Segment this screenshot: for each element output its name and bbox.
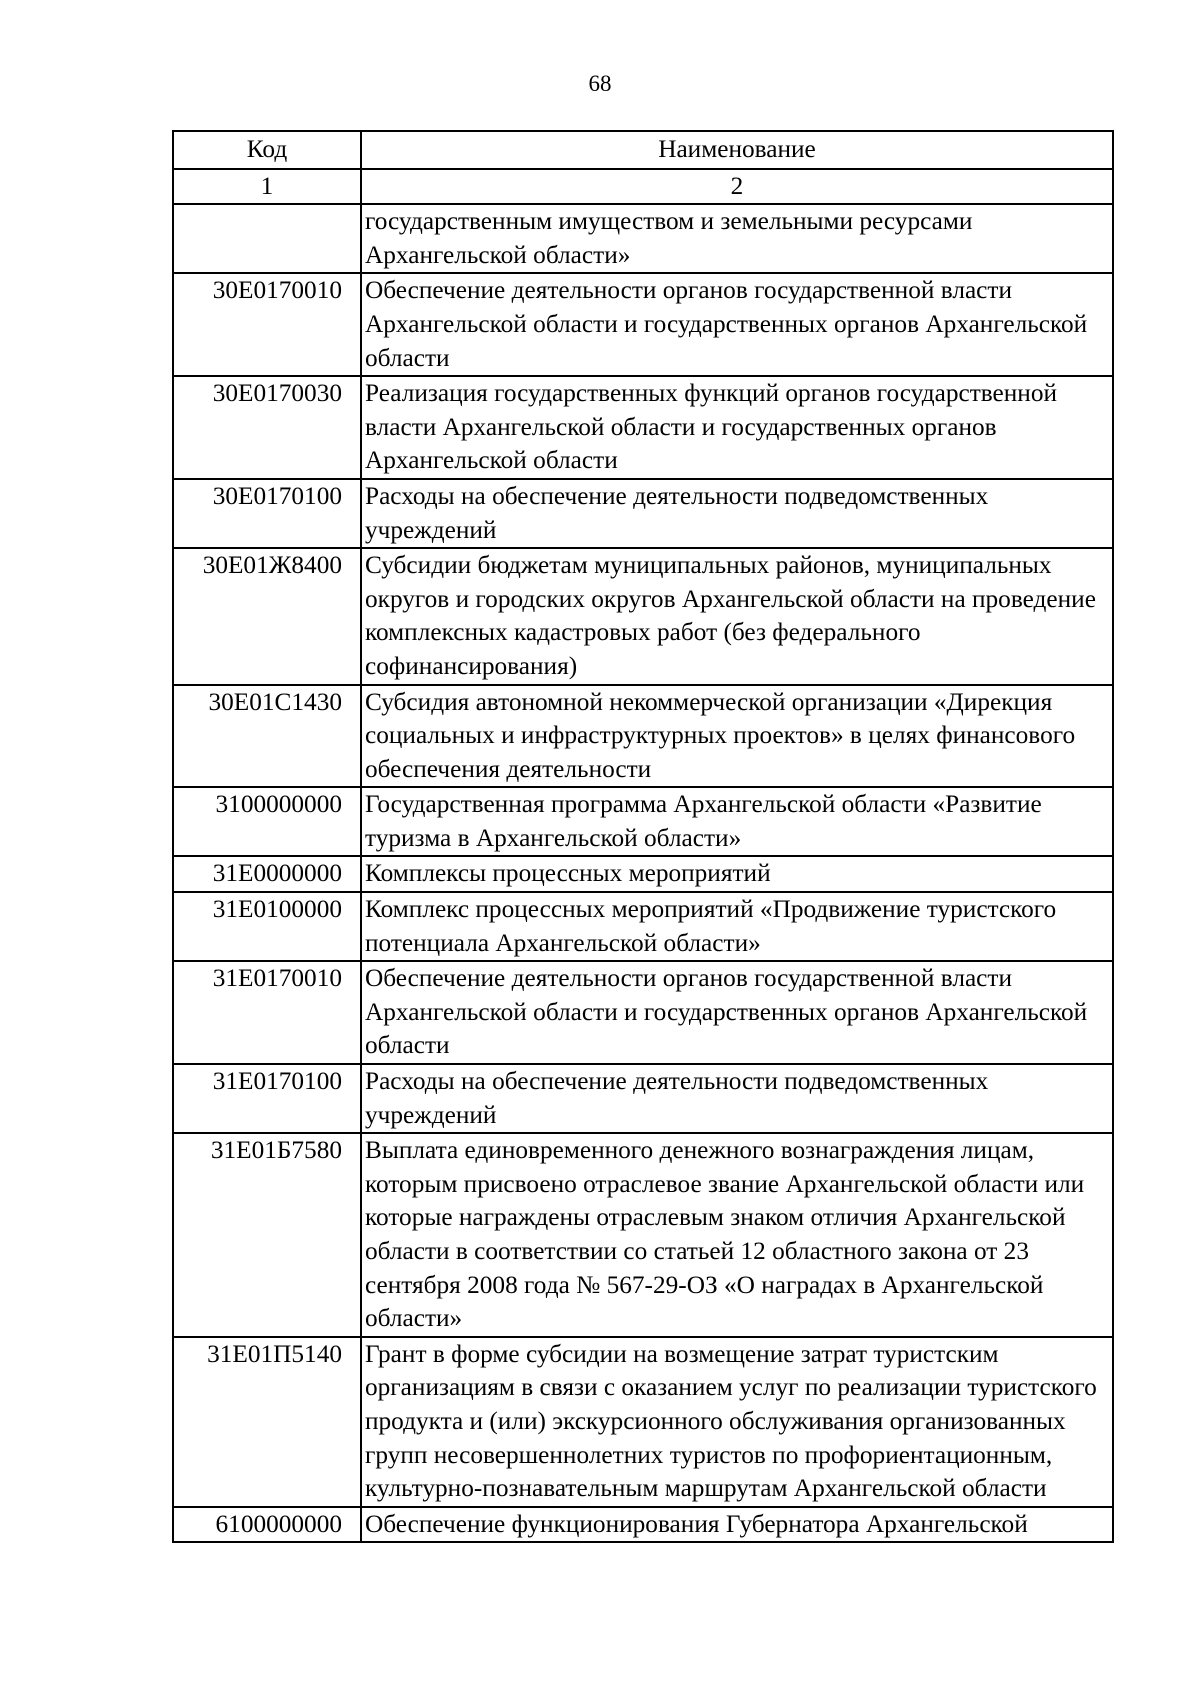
row-name: Субсидии бюджетам муниципальных районов, муниципальных округов и городских округов Архангельской области на проведение комплексных кадастровых работ (без федерального софинансирования) <box>361 548 1113 684</box>
table-header-row <box>173 131 1113 169</box>
row-name: государственным имуществом и земельными ресурсами Архангельской области» <box>361 204 1113 273</box>
page-number: 68 <box>588 71 612 96</box>
row-name: Обеспечение функционирования Губернатора Архангельской <box>361 1507 1113 1543</box>
row-name: Государственная программа Архангельской области «Развитие туризма в Архангельской области» <box>361 787 1113 856</box>
row-code: 30Е01С1430 <box>173 685 361 788</box>
table-row <box>173 961 1113 1064</box>
table-row <box>173 548 1113 684</box>
table-row <box>173 892 1113 961</box>
row-code: 30Е0170100 <box>173 479 361 548</box>
row-code: 30Е0170010 <box>173 273 361 376</box>
table-row <box>173 204 1113 273</box>
row-code <box>173 204 361 273</box>
header-name: Наименование <box>361 131 1113 169</box>
row-code: 3100000000 <box>173 787 361 856</box>
row-name: Расходы на обеспечение деятельности подведомственных учреждений <box>361 479 1113 548</box>
row-code: 31Е0000000 <box>173 856 361 892</box>
table-row <box>173 479 1113 548</box>
row-code: 31Е01Б7580 <box>173 1133 361 1337</box>
row-code: 6100000000 <box>173 1507 361 1543</box>
row-code: 30Е0170030 <box>173 376 361 479</box>
row-name: Реализация государственных функций органов государственной власти Архангельской области и государственных органов Архангельской области <box>361 376 1113 479</box>
table-row <box>173 787 1113 856</box>
column-number-code: 1 <box>173 169 361 205</box>
table-row <box>173 1064 1113 1133</box>
row-name: Обеспечение деятельности органов государственной власти Архангельской области и государственных органов Архангельской области <box>361 273 1113 376</box>
row-code: 31Е0100000 <box>173 892 361 961</box>
header-code: Код <box>173 131 361 169</box>
row-code: 31Е0170010 <box>173 961 361 1064</box>
table-row <box>173 1133 1113 1337</box>
row-name: Комплекс процессных мероприятий «Продвижение туристского потенциала Архангельской области» <box>361 892 1113 961</box>
table-row <box>173 856 1113 892</box>
table-row <box>173 1507 1113 1543</box>
row-code: 31Е0170100 <box>173 1064 361 1133</box>
row-name: Обеспечение деятельности органов государственной власти Архангельской области и государственных органов Архангельской области <box>361 961 1113 1064</box>
table-row <box>173 273 1113 376</box>
row-name: Субсидия автономной некоммерческой организации «Дирекция социальных и инфраструктурных проектов» в целях финансового обеспечения деятельности <box>361 685 1113 788</box>
row-name: Расходы на обеспечение деятельности подведомственных учреждений <box>361 1064 1113 1133</box>
row-name: Грант в форме субсидии на возмещение затрат туристским организациям в связи с оказанием услуг по реализации туристского продукта и (или) экскурсионного обслуживания организованных групп несовершеннолетних туристов по профориентационным, культурно-познавательным маршрутам Архангельской области <box>361 1337 1113 1507</box>
column-number-name: 2 <box>361 169 1113 205</box>
row-code: 31Е01П5140 <box>173 1337 361 1507</box>
row-name: Выплата единовременного денежного вознаграждения лицам, которым присвоено отраслевое звание Архангельской области или которые награждены отраслевым знаком отличия Архангельской области в соответствии со статьей 12 областного закона от 23 сентября 2008 года № 567-29-ОЗ «О наградах в Архангельской области» <box>361 1133 1113 1337</box>
column-number-row <box>173 169 1113 205</box>
table-row <box>173 1337 1113 1507</box>
codes-table <box>172 130 1114 1543</box>
row-code: 30Е01Ж8400 <box>173 548 361 684</box>
table-row <box>173 685 1113 788</box>
table-row <box>173 376 1113 479</box>
row-name: Комплексы процессных мероприятий <box>361 856 1113 892</box>
